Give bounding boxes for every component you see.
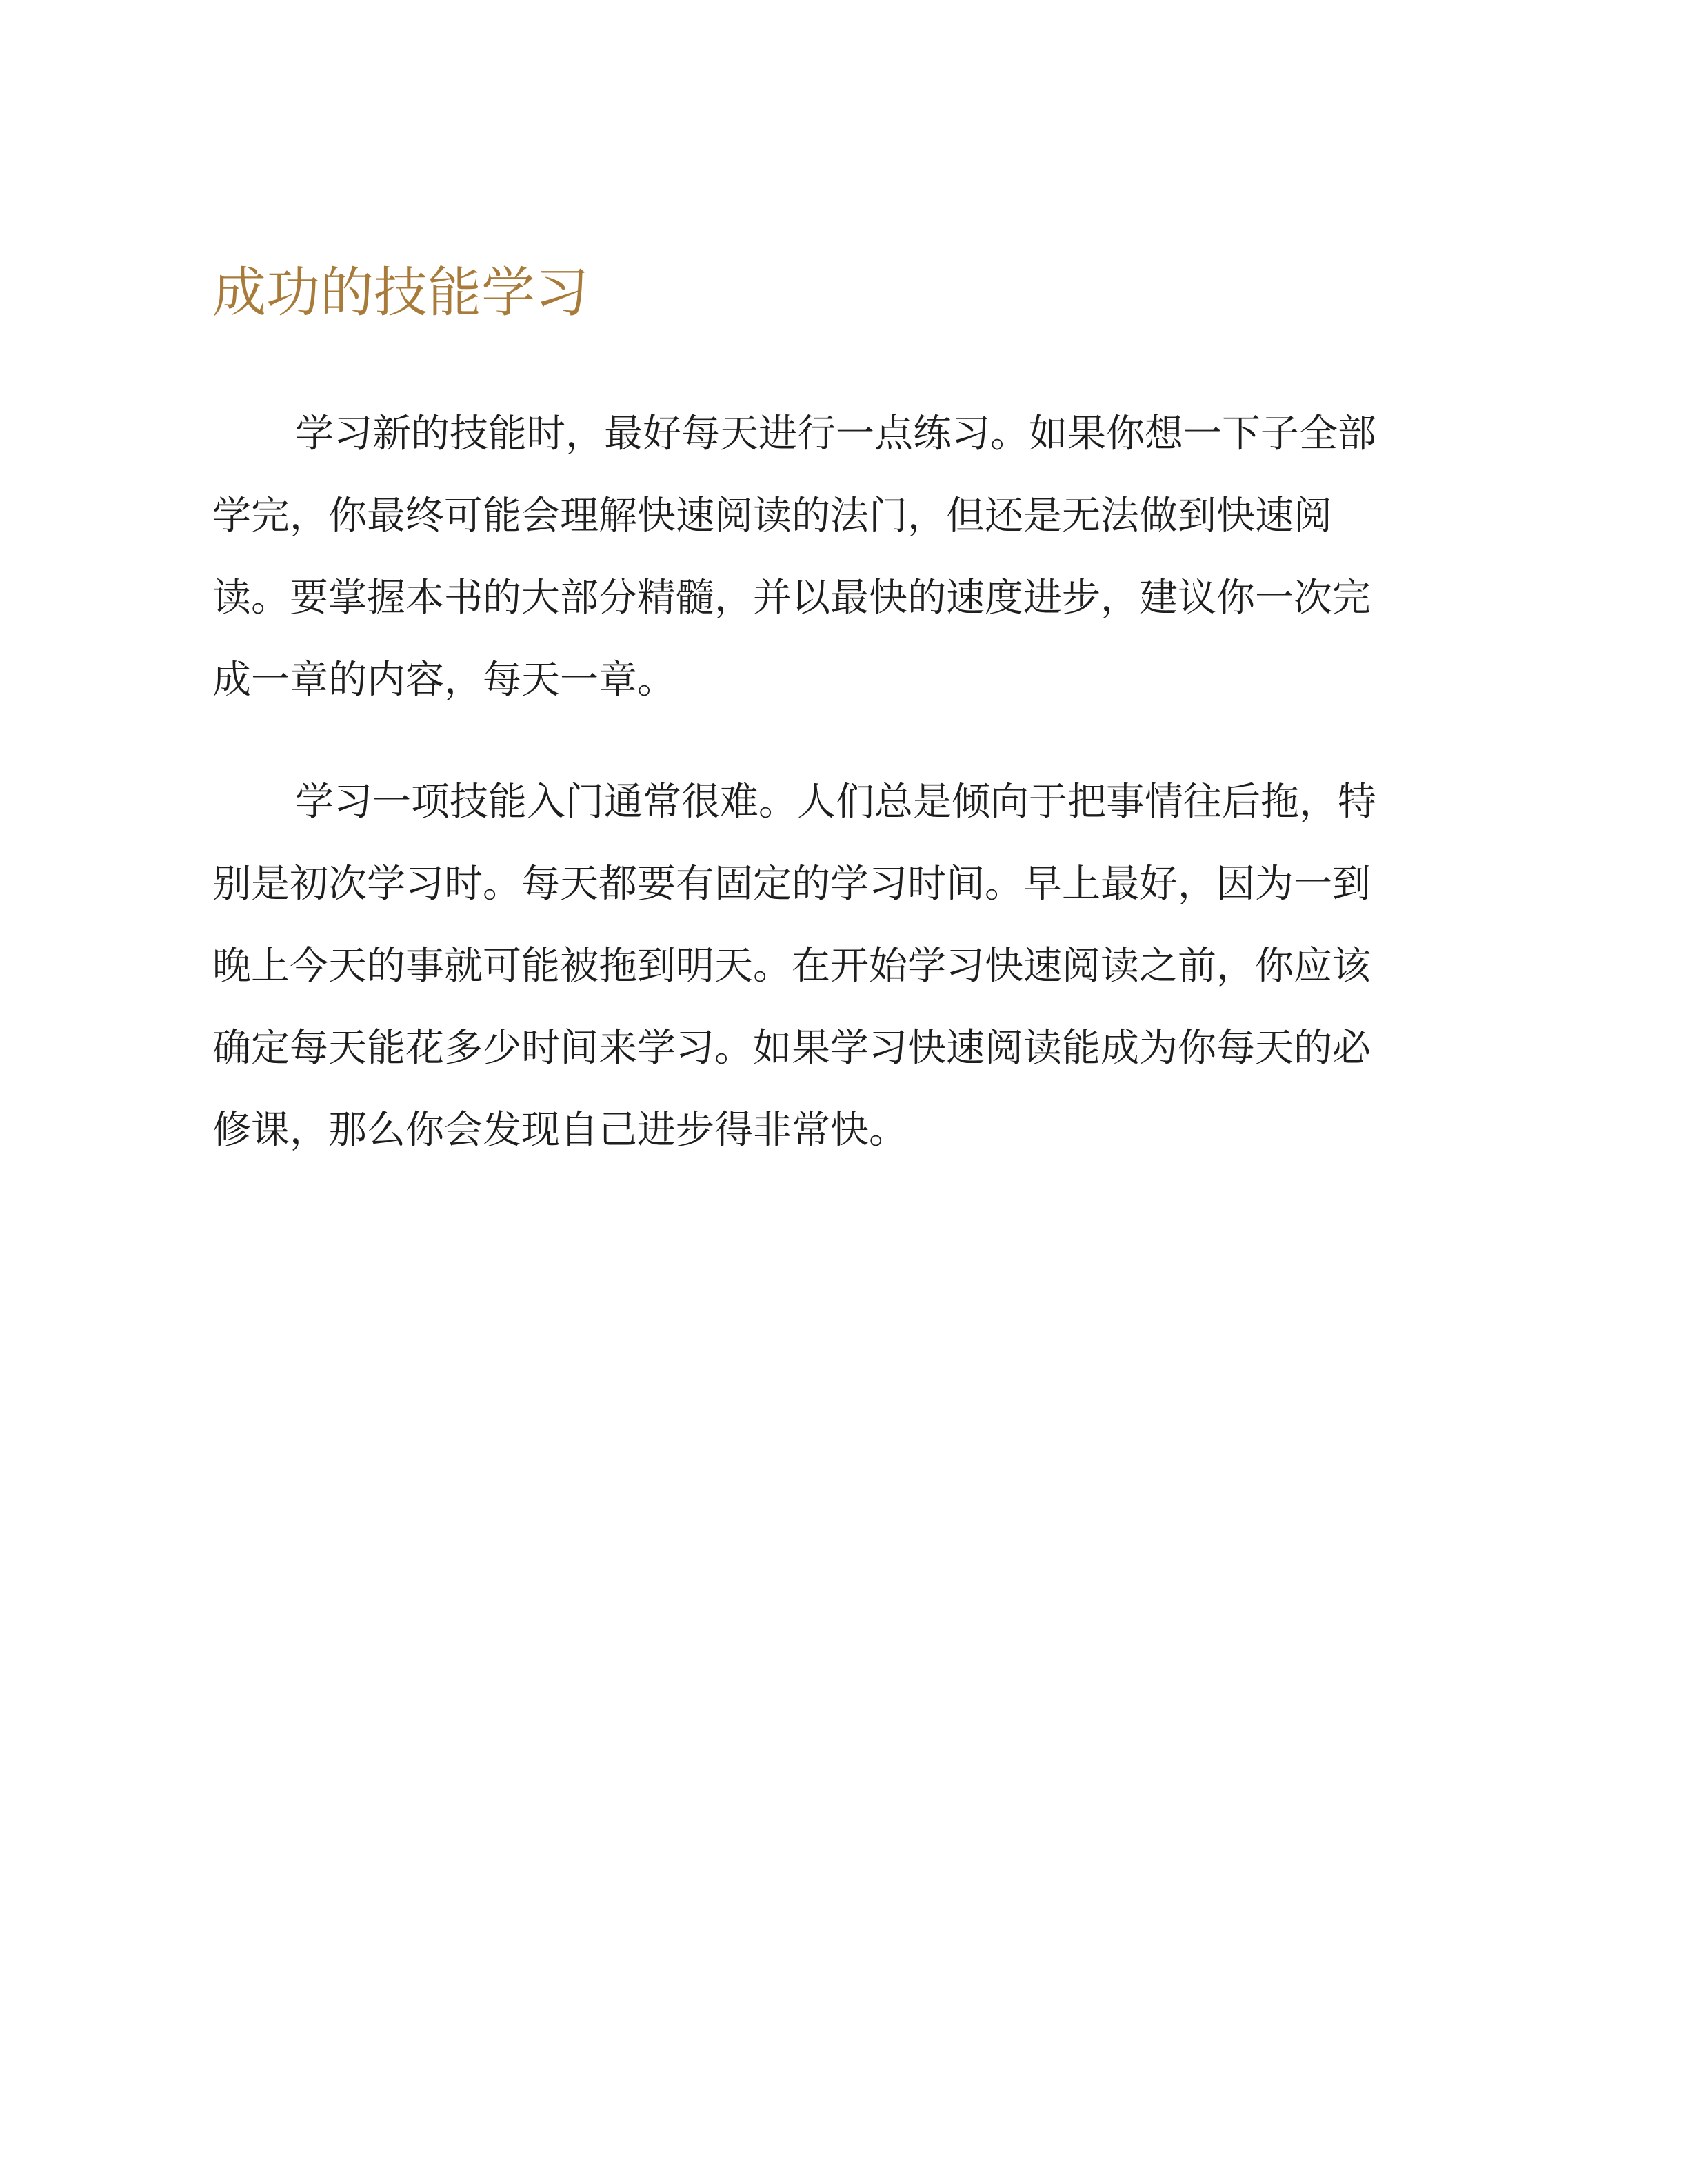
paragraph-1-line-1: 学习新的技能时，最好每天进行一点练习。如果你想一下子全部 <box>295 412 1376 456</box>
paragraph-1 <box>212 393 1454 721</box>
paragraph-2-line-1: 学习一项技能入门通常很难。人们总是倾向于把事情往后拖，特 <box>295 780 1376 825</box>
paragraph-1-line-2: 学完，你最终可能会理解快速阅读的法门，但还是无法做到快速阅 <box>212 494 1332 538</box>
paragraph-1-line-4: 成一章的内容，每天一章。 <box>212 658 676 702</box>
body-text <box>212 393 1454 1211</box>
paragraph-2 <box>212 761 1454 1171</box>
paragraph-2-line-4: 确定每天能花多少时间来学习。如果学习快速阅读能成为你每天的必 <box>212 1026 1371 1071</box>
paragraph-2-line-2: 别是初次学习时。每天都要有固定的学习时间。早上最好，因为一到 <box>212 862 1371 907</box>
paragraph-1-line-3: 读。要掌握本书的大部分精髓，并以最快的速度进步，建议你一次完 <box>212 576 1371 620</box>
paragraph-2-line-3: 晚上今天的事就可能被拖到明天。在开始学习快速阅读之前，你应该 <box>212 944 1371 989</box>
paragraph-2-line-5: 修课，那么你会发现自己进步得非常快。 <box>212 1108 907 1153</box>
section-heading: 成功的技能学习 <box>212 262 590 324</box>
